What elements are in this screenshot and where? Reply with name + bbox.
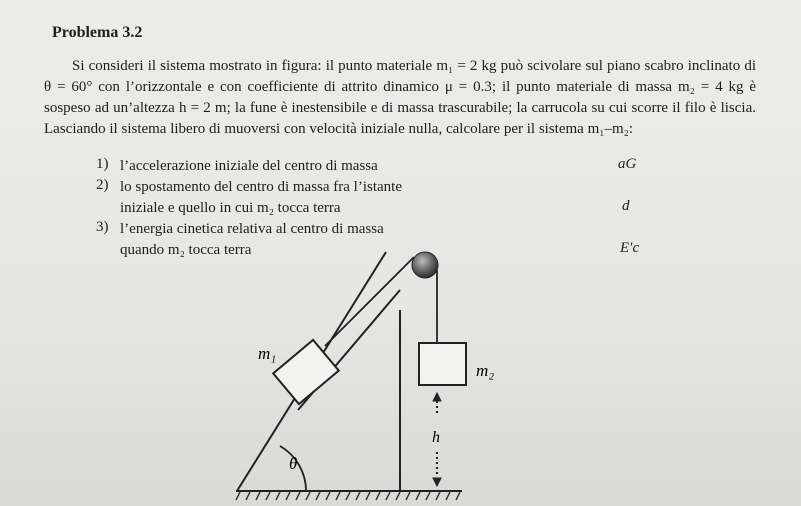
- question-3-line-2: quando m₂ tocca terra: [120, 242, 252, 258]
- block-m2: [419, 343, 466, 385]
- question-3-line-1: l’energia cinetica relativa al centro di massa: [120, 221, 384, 237]
- question-2-symbol: d: [622, 198, 630, 214]
- question-2-number: 2): [96, 177, 109, 193]
- label-theta: θ: [289, 454, 298, 473]
- question-3-number: 3): [96, 219, 109, 235]
- problem-title: Problema 3.2: [52, 24, 143, 41]
- question-1-number: 1): [96, 156, 109, 172]
- pulley-icon: [412, 252, 438, 278]
- question-3-symbol: E′c: [620, 240, 640, 256]
- question-1-line-1: l’accelerazione iniziale del centro di massa: [120, 158, 378, 174]
- question-1-symbol: aG: [618, 156, 637, 172]
- question-2-line-2: iniziale e quello in cui m₂ tocca terra: [120, 200, 341, 216]
- label-h: h: [432, 429, 440, 446]
- ground-hatching: [236, 492, 460, 500]
- question-2-line-1: lo spostamento del centro di massa fra l’istante: [120, 179, 403, 195]
- label-m1: m₁: [258, 344, 277, 363]
- block-m1: [273, 340, 339, 404]
- label-m2: m₂: [476, 361, 495, 380]
- problem-text: Si consideri il sistema mostrato in figura: il punto materiale m₁ = 2 kg può scivolare sul piano scabro inclinato di θ = 60° con l’orizzontale e con coefficiente di attrito dinamico μ = 0.3; il punto materiale di massa m₂ = 4 kg è sospeso ad un’altezza h = 2 m; la fune è inestensibile e di massa trascurabile; la carrucola su cui scorre il filo è liscia. Lasciando il sistema libero di muoversi con velocità iniziale nulla, calcolare per il sistema m₁–m₂:: [44, 58, 756, 137]
